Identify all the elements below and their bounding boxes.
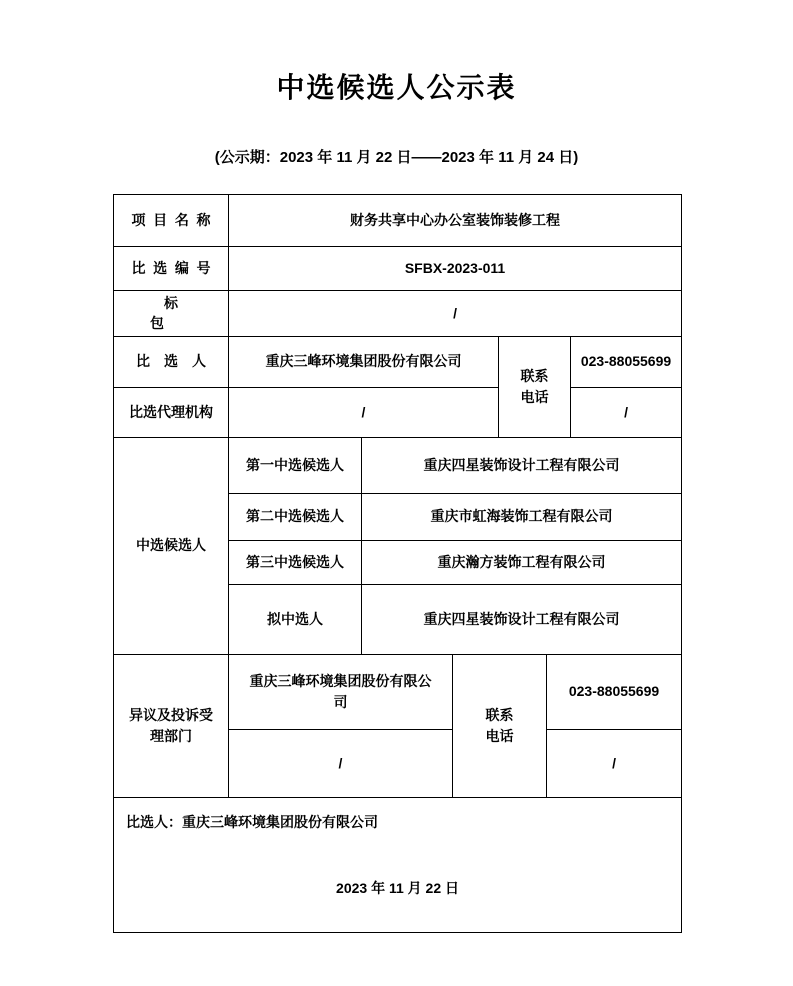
row-candidate-1 [114,437,682,493]
objection-label-text: 异议及投诉受理部门 [129,707,213,744]
candidate-1-rank: 第一中选候选人 [229,437,362,493]
selection-no-value: SFBX-2023-011 [229,247,682,291]
objection-dept-text: 重庆三峰环境集团股份有限公司 [249,673,432,710]
publicity-table [113,194,682,933]
row-objection-1 [114,654,682,729]
row-selector [114,336,682,387]
objection-phone: 023-88055699 [547,654,682,729]
selector-contact-label [499,336,571,437]
footer-signer: 比选人：重庆三峰环境集团股份有限公司 [126,813,378,830]
agency-phone: / [571,387,682,437]
selector-label: 比选人 [114,336,229,387]
project-name-label: 项目名称 [114,195,229,247]
candidate-2-company: 重庆市虹海装饰工程有限公司 [362,493,682,540]
publicity-period: (公示期：2023 年 11 月 22 日——2023 年 11 月 24 日) [214,149,579,166]
row-project-name [114,195,682,247]
package-value: / [229,291,682,337]
selector-phone: 023-88055699 [571,336,682,387]
candidate-2-rank: 第二中选候选人 [229,493,362,540]
agency-value: / [229,387,499,437]
selector-value: 重庆三峰环境集团股份有限公司 [229,336,499,387]
objection-contact-label [453,654,547,797]
footer-date: 2023 年 11 月 22 日 [336,879,459,896]
objection-contact-label-text: 联系电话 [485,707,514,744]
agency-label: 比选代理机构 [114,387,229,437]
page-title: 中选候选人公示表 [276,72,517,103]
project-name-value: 财务共享中心办公室装饰装修工程 [229,195,682,247]
row-selection-no [114,247,682,291]
objection-dept [229,654,453,729]
objection-dept-2: / [229,729,453,797]
proposed-winner-rank: 拟中选人 [229,584,362,654]
row-agency [114,387,682,437]
row-package [114,291,682,337]
candidate-1-company: 重庆四星装饰设计工程有限公司 [362,437,682,493]
objection-phone-2: / [547,729,682,797]
objection-label [114,654,229,797]
proposed-winner-company: 重庆四星装饰设计工程有限公司 [362,584,682,654]
row-footer [114,797,682,932]
selection-no-label: 比选编号 [114,247,229,291]
footer-cell [114,797,682,932]
candidate-3-rank: 第三中选候选人 [229,540,362,584]
candidate-3-company: 重庆瀚方装饰工程有限公司 [362,540,682,584]
package-label: 标包 [114,291,229,337]
contact-label-text: 联系电话 [520,368,549,405]
candidates-label: 中选候选人 [114,437,229,654]
